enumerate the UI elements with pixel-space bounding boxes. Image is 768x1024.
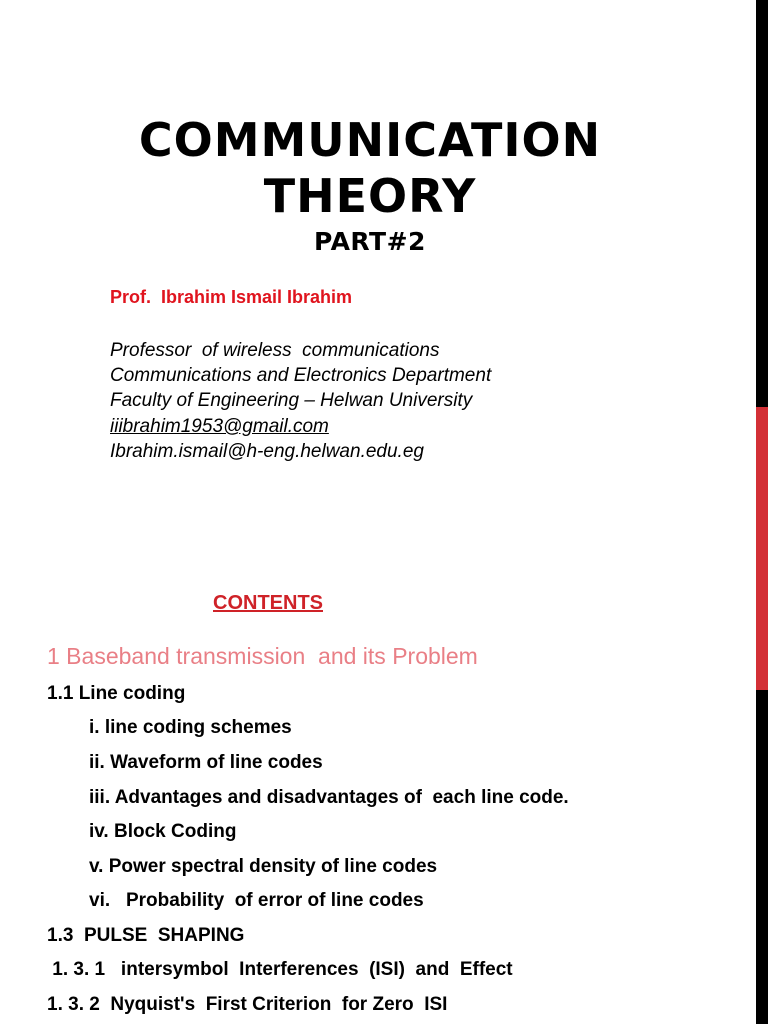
contents-item: 1. 3. 1 intersymbol Interferences (ISI) and Effect <box>47 959 513 980</box>
title-part: PART#2 <box>314 227 426 256</box>
right-edge-accent <box>756 407 768 690</box>
contents-item: iii. Advantages and disadvantages of each line code. <box>89 787 569 808</box>
author-email-secondary: Ibrahim.ismail@h-eng.helwan.edu.eg <box>110 441 424 462</box>
author-faculty: Faculty of Engineering – Helwan University <box>110 390 473 411</box>
title-line-2: THEORY <box>263 169 477 223</box>
section-heading: 1 Baseband transmission and its Problem <box>47 643 478 669</box>
author-position: Professor of wireless communications <box>110 340 440 361</box>
contents-item: ii. Waveform of line codes <box>89 752 323 773</box>
title-line-1: COMMUNICATION <box>138 113 602 167</box>
author-name: Prof. Ibrahim Ismail Ibrahim <box>110 287 353 307</box>
contents-item: 1.1 Line coding <box>47 683 186 704</box>
author-department: Communications and Electronics Department <box>110 365 492 386</box>
contents-heading: CONTENTS <box>213 592 323 614</box>
contents-item: 1. 3. 2 Nyquist's First Criterion for Zero ISI <box>47 994 448 1015</box>
author-email-link[interactable]: iiibrahim1953@gmail.com <box>110 416 329 437</box>
contents-item: iv. Block Coding <box>89 821 237 842</box>
contents-item: vi. Probability of error of line codes <box>89 890 424 911</box>
contents-item: 1.3 PULSE SHAPING <box>47 925 245 946</box>
contents-item: i. line coding schemes <box>89 717 292 738</box>
contents-item: v. Power spectral density of line codes <box>89 856 438 877</box>
